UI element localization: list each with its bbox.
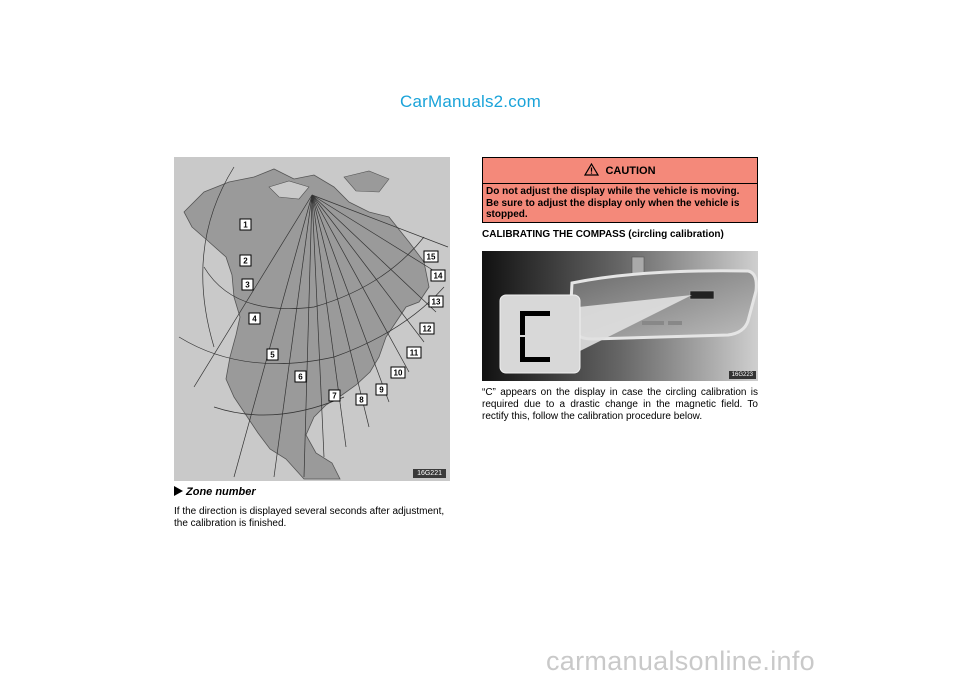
zone-number-caption-text: Zone number: [186, 486, 256, 498]
zone-map-image: [174, 157, 450, 481]
map-figure-code: 16G221: [413, 469, 446, 478]
zone-13-marker: [429, 296, 443, 307]
svg-text:1: 1: [243, 220, 248, 230]
mirror-figure-code: 16G223: [729, 371, 756, 379]
svg-text:3: 3: [245, 280, 250, 290]
caution-text: Do not adjust the display while the vehicle is moving. Be sure to adjust the display only when the vehicle is stopped.: [486, 186, 740, 220]
svg-text:7: 7: [332, 391, 337, 401]
zone-12-marker: [420, 323, 434, 334]
zone-6-marker: [295, 371, 306, 382]
zone-3-marker: [242, 279, 253, 290]
zone-8-marker: [356, 394, 367, 405]
svg-text:2: 2: [243, 256, 248, 266]
svg-text:14: 14: [433, 271, 443, 281]
zone-14-marker: [431, 270, 445, 281]
svg-text:11: 11: [409, 348, 419, 358]
caution-box: [482, 157, 758, 223]
mirror-image: [482, 251, 758, 381]
footer-watermark[interactable]: carmanualsonline.info: [546, 646, 815, 676]
zone-10-marker: [391, 367, 405, 378]
watermark[interactable]: CarManuals2.com: [400, 92, 541, 111]
circling-calibration-paragraph: “C” appears on the display in case the circling calibration is required due to a drastic change in the magnetic field. To rectify this, follow the calibration procedure below.: [482, 387, 758, 422]
zone-9-marker: [376, 384, 387, 395]
svg-text:13: 13: [431, 297, 441, 307]
zone-4-marker: [249, 313, 260, 324]
zone-11-marker: [407, 347, 421, 358]
svg-text:6: 6: [298, 372, 303, 382]
svg-text:4: 4: [252, 314, 257, 324]
svg-text:9: 9: [379, 385, 384, 395]
svg-text:10: 10: [393, 368, 403, 378]
zone-5-marker: [267, 349, 278, 360]
caution-title: CAUTION: [605, 165, 656, 177]
section-title: CALIBRATING THE COMPASS (circling calibration): [482, 229, 724, 240]
calibration-finished-paragraph: If the direction is displayed several seconds after adjustment, the calibration is finished.: [174, 506, 445, 529]
zone-map-figure: [174, 157, 450, 481]
zone-number-caption: [174, 486, 256, 498]
zone-2-marker: [240, 255, 251, 266]
zone-15-marker: [424, 251, 438, 262]
warning-triangle-icon: [584, 160, 599, 186]
triangle-bullet-icon: [174, 486, 183, 496]
mirror-display-figure: [482, 251, 758, 381]
zone-1-marker: [240, 219, 251, 230]
zone-7-marker: [329, 390, 340, 401]
svg-text:12: 12: [422, 324, 432, 334]
caution-header: [483, 158, 757, 184]
svg-text:5: 5: [270, 350, 275, 360]
svg-text:15: 15: [426, 252, 436, 262]
svg-text:8: 8: [359, 395, 364, 405]
